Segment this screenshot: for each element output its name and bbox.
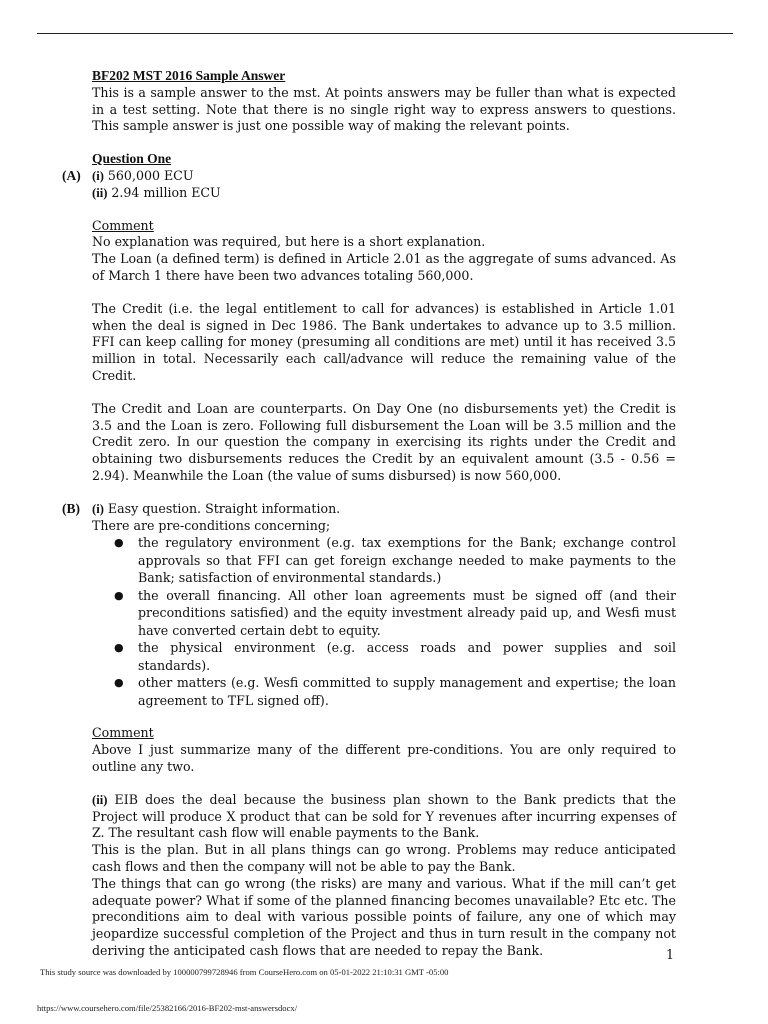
part-b-comment-text: Above I just summarize many of the different pre-conditions. You are only required to outline any two.	[92, 742, 676, 774]
question-one-heading: Question One	[92, 151, 172, 167]
list-item-text: the regulatory environment (e.g. tax exemptions for the Bank; exchange control approvals so that FFI can get foreign exchange needed to make payments to the Bank; satisfaction of environmental standards.)	[138, 535, 676, 586]
list-item	[114, 534, 676, 587]
part-b-ii-answer: EIB does the deal because the business plan shown to the Bank predicts that the Project will produce X product that can be sold for Y revenues after incurring expenses of Z. The resultant cash flow will enable payments to the Bank.	[92, 791, 676, 841]
part-a-comment-label: Comment	[92, 217, 154, 233]
list-item	[114, 587, 676, 640]
part-b-ii-paragraph	[92, 792, 676, 842]
part-a-comment-line: No explanation was required, but here is a short explanation.	[92, 234, 486, 250]
bullet-icon: ●	[114, 536, 124, 550]
preconditions-intro: There are pre-conditions concerning;	[92, 517, 331, 533]
part-b-i	[62, 500, 676, 518]
part-a-comment-line: The Loan (a defined term) is defined in Article 2.01 as the aggregate of sums advanced. As of March 1 there have been two advances totaling 560,000.	[92, 251, 676, 283]
list-item-text: other matters (e.g. Wesfi committed to supply management and expertise; the loan agreement to TFL signed off).	[138, 675, 676, 708]
list-item-text: the overall financing. All other loan agreements must be signed off (and their preconditions satisfied) and the equity investment already paid up, and Wesfi must have converted certain debt to equity.	[138, 587, 676, 638]
part-b-i-answer: Easy question. Straight information.	[107, 500, 341, 516]
part-a-marker: (A)	[62, 167, 81, 183]
risks-paragraph: The things that can go wrong (the risks) are many and various. What if the mill can’t get adequate power? What if some of the planned financing becomes unavailable? Etc etc. The preconditions aim to deal with various possible points of failure, any one of which may jeopardize successful completion of the Project and thus in turn result in the company not deriving the anticipated cash flows that are needed to repay the Bank.	[92, 875, 676, 958]
bullet-icon: ●	[114, 676, 124, 690]
part-a-i-label: (i)	[92, 168, 104, 183]
header-rule	[37, 33, 733, 34]
bullet-icon: ●	[114, 641, 124, 655]
part-b-ii-label: (ii)	[92, 792, 108, 807]
download-source-note: This study source was downloaded by 100000799728946 from CourseHero.com on 05-01-2022 21:10:31 GMT -05:00	[40, 967, 449, 977]
document-title: BF202 MST 2016 Sample Answer	[92, 68, 286, 83]
list-item-text: the physical environment (e.g. access roads and power supplies and soil standards).	[138, 640, 676, 673]
plan-paragraph: This is the plan. But in all plans things can go wrong. Problems may reduce anticipated cash flows and then the company will not be able to pay the Bank.	[92, 842, 676, 874]
part-a-ii-label: (ii)	[92, 185, 108, 200]
list-item	[114, 674, 676, 709]
part-a-i	[62, 167, 676, 185]
part-b-marker: (B)	[62, 500, 80, 516]
bullet-icon: ●	[114, 588, 124, 602]
document-body	[62, 68, 676, 960]
part-a-i-answer: 560,000 ECU	[107, 167, 194, 183]
preconditions-list	[92, 534, 676, 709]
intro-paragraph: This is a sample answer to the mst. At points answers may be fuller than what is expected in a test setting. Note that there is no single right way to express answers to questions. This sample answer is just one possible way of making the relevant points.	[92, 84, 676, 134]
part-b-comment-label: Comment	[92, 725, 154, 741]
part-b-i-label: (i)	[92, 501, 104, 516]
credit-paragraph: The Credit (i.e. the legal entitlement to call for advances) is established in Article 1.01 when the deal is signed in Dec 1986. The Bank undertakes to advance up to 3.5 million. FFI can keep calling for money (presuming all conditions are met) until it has received 3.5 million in total. Necessarily each call/advance will reduce the remaining value of the Credit.	[92, 300, 676, 383]
part-a-ii-answer: 2.94 million ECU	[111, 184, 221, 200]
counterparts-paragraph: The Credit and Loan are counterparts. On Day One (no disbursements yet) the Credit is 3.5 and the Loan is zero. Following full disbursement the Loan will be 3.5 million and the Credit zero. In our question the company in exercising its rights under the Credit and obtaining two disbursements reduces the Credit by an equivalent amount (3.5 - 0.56 = 2.94). Meanwhile the Loan (the value of sums disbursed) is now 560,000.	[92, 400, 676, 483]
part-a-ii	[92, 185, 676, 202]
page-number: 1	[666, 947, 675, 962]
list-item	[114, 639, 676, 674]
source-url: https://www.coursehero.com/file/25382166/2016-BF202-mst-answersdocx/	[37, 1003, 298, 1013]
